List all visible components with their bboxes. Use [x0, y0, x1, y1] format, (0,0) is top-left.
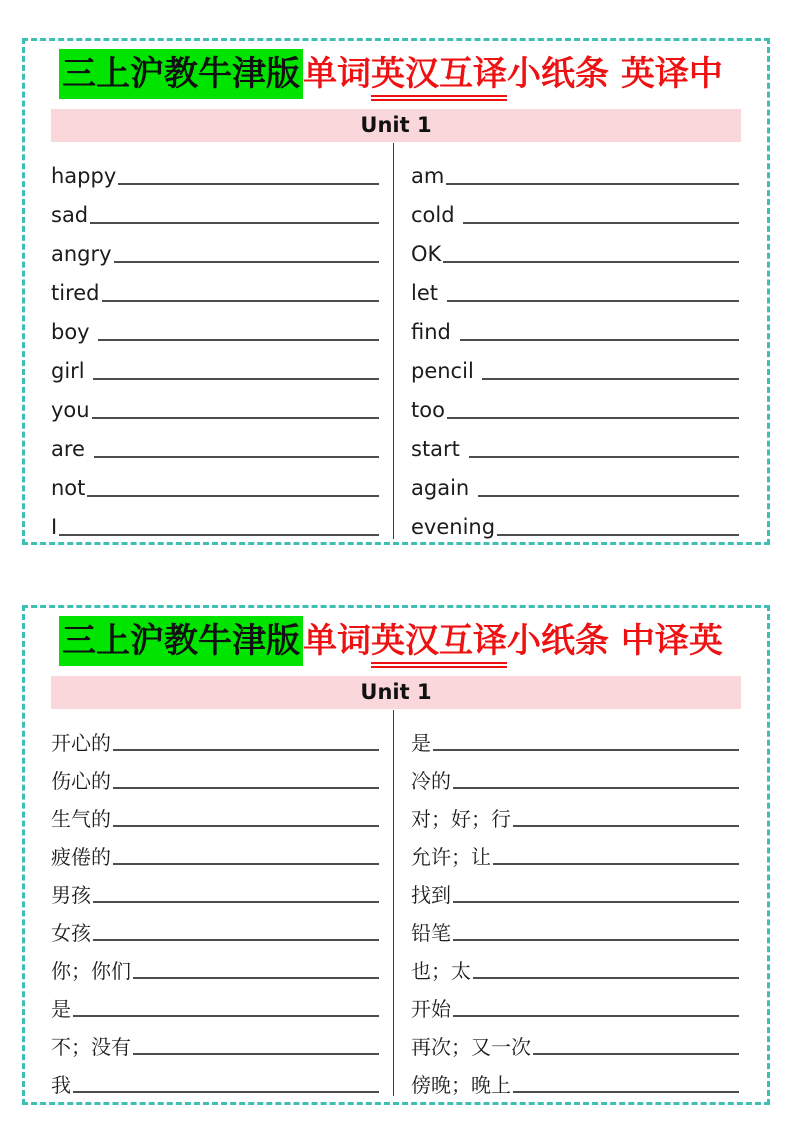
word-label: 冷的: [411, 768, 451, 793]
word-row: [51, 944, 379, 982]
word-row: [51, 422, 379, 461]
word-row: [411, 461, 739, 500]
title-highlight: 三上沪教牛津版: [59, 616, 303, 666]
answer-blank-line: [73, 1091, 379, 1093]
word-label: evening: [411, 514, 496, 539]
right-word-column: [393, 143, 767, 539]
word-row: [51, 500, 379, 539]
answer-blank-line: [533, 1053, 739, 1055]
answer-blank-line: [73, 1015, 379, 1017]
right-word-column: [393, 710, 767, 1096]
answer-blank-line: [87, 495, 379, 497]
unit-label: Unit 1: [360, 680, 432, 705]
word-label: 你；你们: [51, 958, 131, 983]
word-row: [51, 754, 379, 792]
title-underlined-text: 英汉互译: [371, 54, 507, 101]
word-label: 男孩: [51, 882, 91, 907]
word-row: [411, 188, 739, 227]
word-label: 对；好；行: [411, 806, 511, 831]
word-row: [411, 716, 739, 754]
word-row: [51, 149, 379, 188]
word-label: happy: [51, 163, 117, 188]
answer-blank-line: [478, 495, 739, 497]
word-row: [411, 868, 739, 906]
answer-blank-line: [92, 417, 379, 419]
word-row: [51, 1058, 379, 1096]
word-label: not: [51, 475, 86, 500]
answer-blank-line: [453, 787, 739, 789]
word-label: sad: [51, 202, 89, 227]
worksheet-card-english-to-chinese: [22, 38, 770, 545]
answer-blank-line: [113, 787, 379, 789]
answer-blank-line: [443, 261, 739, 263]
word-row: [51, 906, 379, 944]
word-row: [51, 982, 379, 1020]
unit-label: Unit 1: [360, 113, 432, 138]
answer-blank-line: [447, 417, 739, 419]
title-underlined-text: 英汉互译: [371, 621, 507, 668]
answer-blank-line: [98, 339, 379, 341]
answer-blank-line: [94, 456, 379, 458]
word-row: [411, 830, 739, 868]
word-row: [51, 188, 379, 227]
answer-blank-line: [93, 939, 379, 941]
worksheet-card-chinese-to-english: [22, 605, 770, 1105]
answer-blank-line: [59, 534, 379, 536]
word-label: 开始: [411, 996, 451, 1021]
answer-blank-line: [113, 749, 379, 751]
left-word-column: [25, 143, 393, 539]
word-label: boy: [51, 319, 97, 344]
answer-blank-line: [93, 901, 379, 903]
word-label: angry: [51, 241, 112, 266]
word-label: 我: [51, 1072, 71, 1097]
word-row: [411, 344, 739, 383]
word-row: [51, 1020, 379, 1058]
answer-blank-line: [93, 378, 379, 380]
answer-blank-line: [469, 456, 739, 458]
word-row: [51, 868, 379, 906]
word-label: too: [411, 397, 445, 422]
word-label: again: [411, 475, 476, 500]
word-label: 生气的: [51, 806, 111, 831]
answer-blank-line: [453, 939, 739, 941]
word-label: pencil: [411, 358, 481, 383]
answer-blank-line: [463, 222, 739, 224]
word-label: OK: [411, 241, 442, 266]
title-text-prefix: 单词: [303, 621, 371, 661]
word-columns: [25, 710, 767, 1096]
answer-blank-line: [133, 977, 379, 979]
word-row: [411, 227, 739, 266]
word-label: girl: [51, 358, 92, 383]
title-text-suffix: 小纸条 中译英: [507, 621, 723, 661]
word-row: [411, 792, 739, 830]
word-label: tired: [51, 280, 100, 305]
answer-blank-line: [133, 1053, 379, 1055]
title-text-suffix: 小纸条 英译中: [507, 54, 723, 94]
word-row: [51, 266, 379, 305]
word-columns: [25, 143, 767, 539]
answer-blank-line: [482, 378, 739, 380]
word-label: I: [51, 514, 58, 539]
title-highlight: 三上沪教牛津版: [59, 49, 303, 99]
word-label: 铅笔: [411, 920, 451, 945]
word-label: am: [411, 163, 445, 188]
word-label: 是: [51, 996, 71, 1021]
word-label: 也；太: [411, 958, 471, 983]
left-word-column: [25, 710, 393, 1096]
word-row: [411, 982, 739, 1020]
word-label: 再次；又一次: [411, 1034, 531, 1059]
answer-blank-line: [113, 825, 379, 827]
answer-blank-line: [453, 1015, 739, 1017]
word-label: 找到: [411, 882, 451, 907]
word-row: [51, 305, 379, 344]
word-label: 是: [411, 730, 431, 755]
answer-blank-line: [433, 749, 739, 751]
word-label: 伤心的: [51, 768, 111, 793]
word-row: [411, 500, 739, 539]
word-label: 女孩: [51, 920, 91, 945]
title-text-prefix: 单词: [303, 54, 371, 94]
word-row: [411, 305, 739, 344]
word-label: cold: [411, 202, 462, 227]
answer-blank-line: [453, 901, 739, 903]
word-row: [51, 227, 379, 266]
word-label: let: [411, 280, 445, 305]
word-row: [411, 266, 739, 305]
card-title: [59, 52, 753, 98]
card-title: [59, 619, 753, 665]
word-row: [411, 149, 739, 188]
word-label: 允许；让: [411, 844, 491, 869]
word-row: [51, 716, 379, 754]
answer-blank-line: [497, 534, 739, 536]
word-row: [411, 1058, 739, 1096]
word-row: [411, 422, 739, 461]
word-row: [411, 754, 739, 792]
word-label: find: [411, 319, 458, 344]
word-row: [51, 344, 379, 383]
word-row: [51, 461, 379, 500]
word-row: [411, 1020, 739, 1058]
answer-blank-line: [102, 300, 380, 302]
unit-header: [51, 676, 741, 709]
word-row: [51, 830, 379, 868]
word-label: you: [51, 397, 90, 422]
answer-blank-line: [113, 863, 379, 865]
answer-blank-line: [90, 222, 379, 224]
answer-blank-line: [513, 825, 739, 827]
word-label: 不；没有: [51, 1034, 131, 1059]
answer-blank-line: [446, 183, 739, 185]
word-row: [411, 383, 739, 422]
word-label: are: [51, 436, 92, 461]
word-row: [51, 792, 379, 830]
word-row: [51, 383, 379, 422]
word-label: 疲倦的: [51, 844, 111, 869]
answer-blank-line: [114, 261, 379, 263]
word-label: start: [411, 436, 467, 461]
answer-blank-line: [447, 300, 739, 302]
answer-blank-line: [493, 863, 739, 865]
word-row: [411, 944, 739, 982]
answer-blank-line: [513, 1091, 739, 1093]
word-row: [411, 906, 739, 944]
answer-blank-line: [473, 977, 739, 979]
word-label: 傍晚；晚上: [411, 1072, 511, 1097]
answer-blank-line: [118, 183, 379, 185]
answer-blank-line: [460, 339, 739, 341]
word-label: 开心的: [51, 730, 111, 755]
unit-header: [51, 109, 741, 142]
